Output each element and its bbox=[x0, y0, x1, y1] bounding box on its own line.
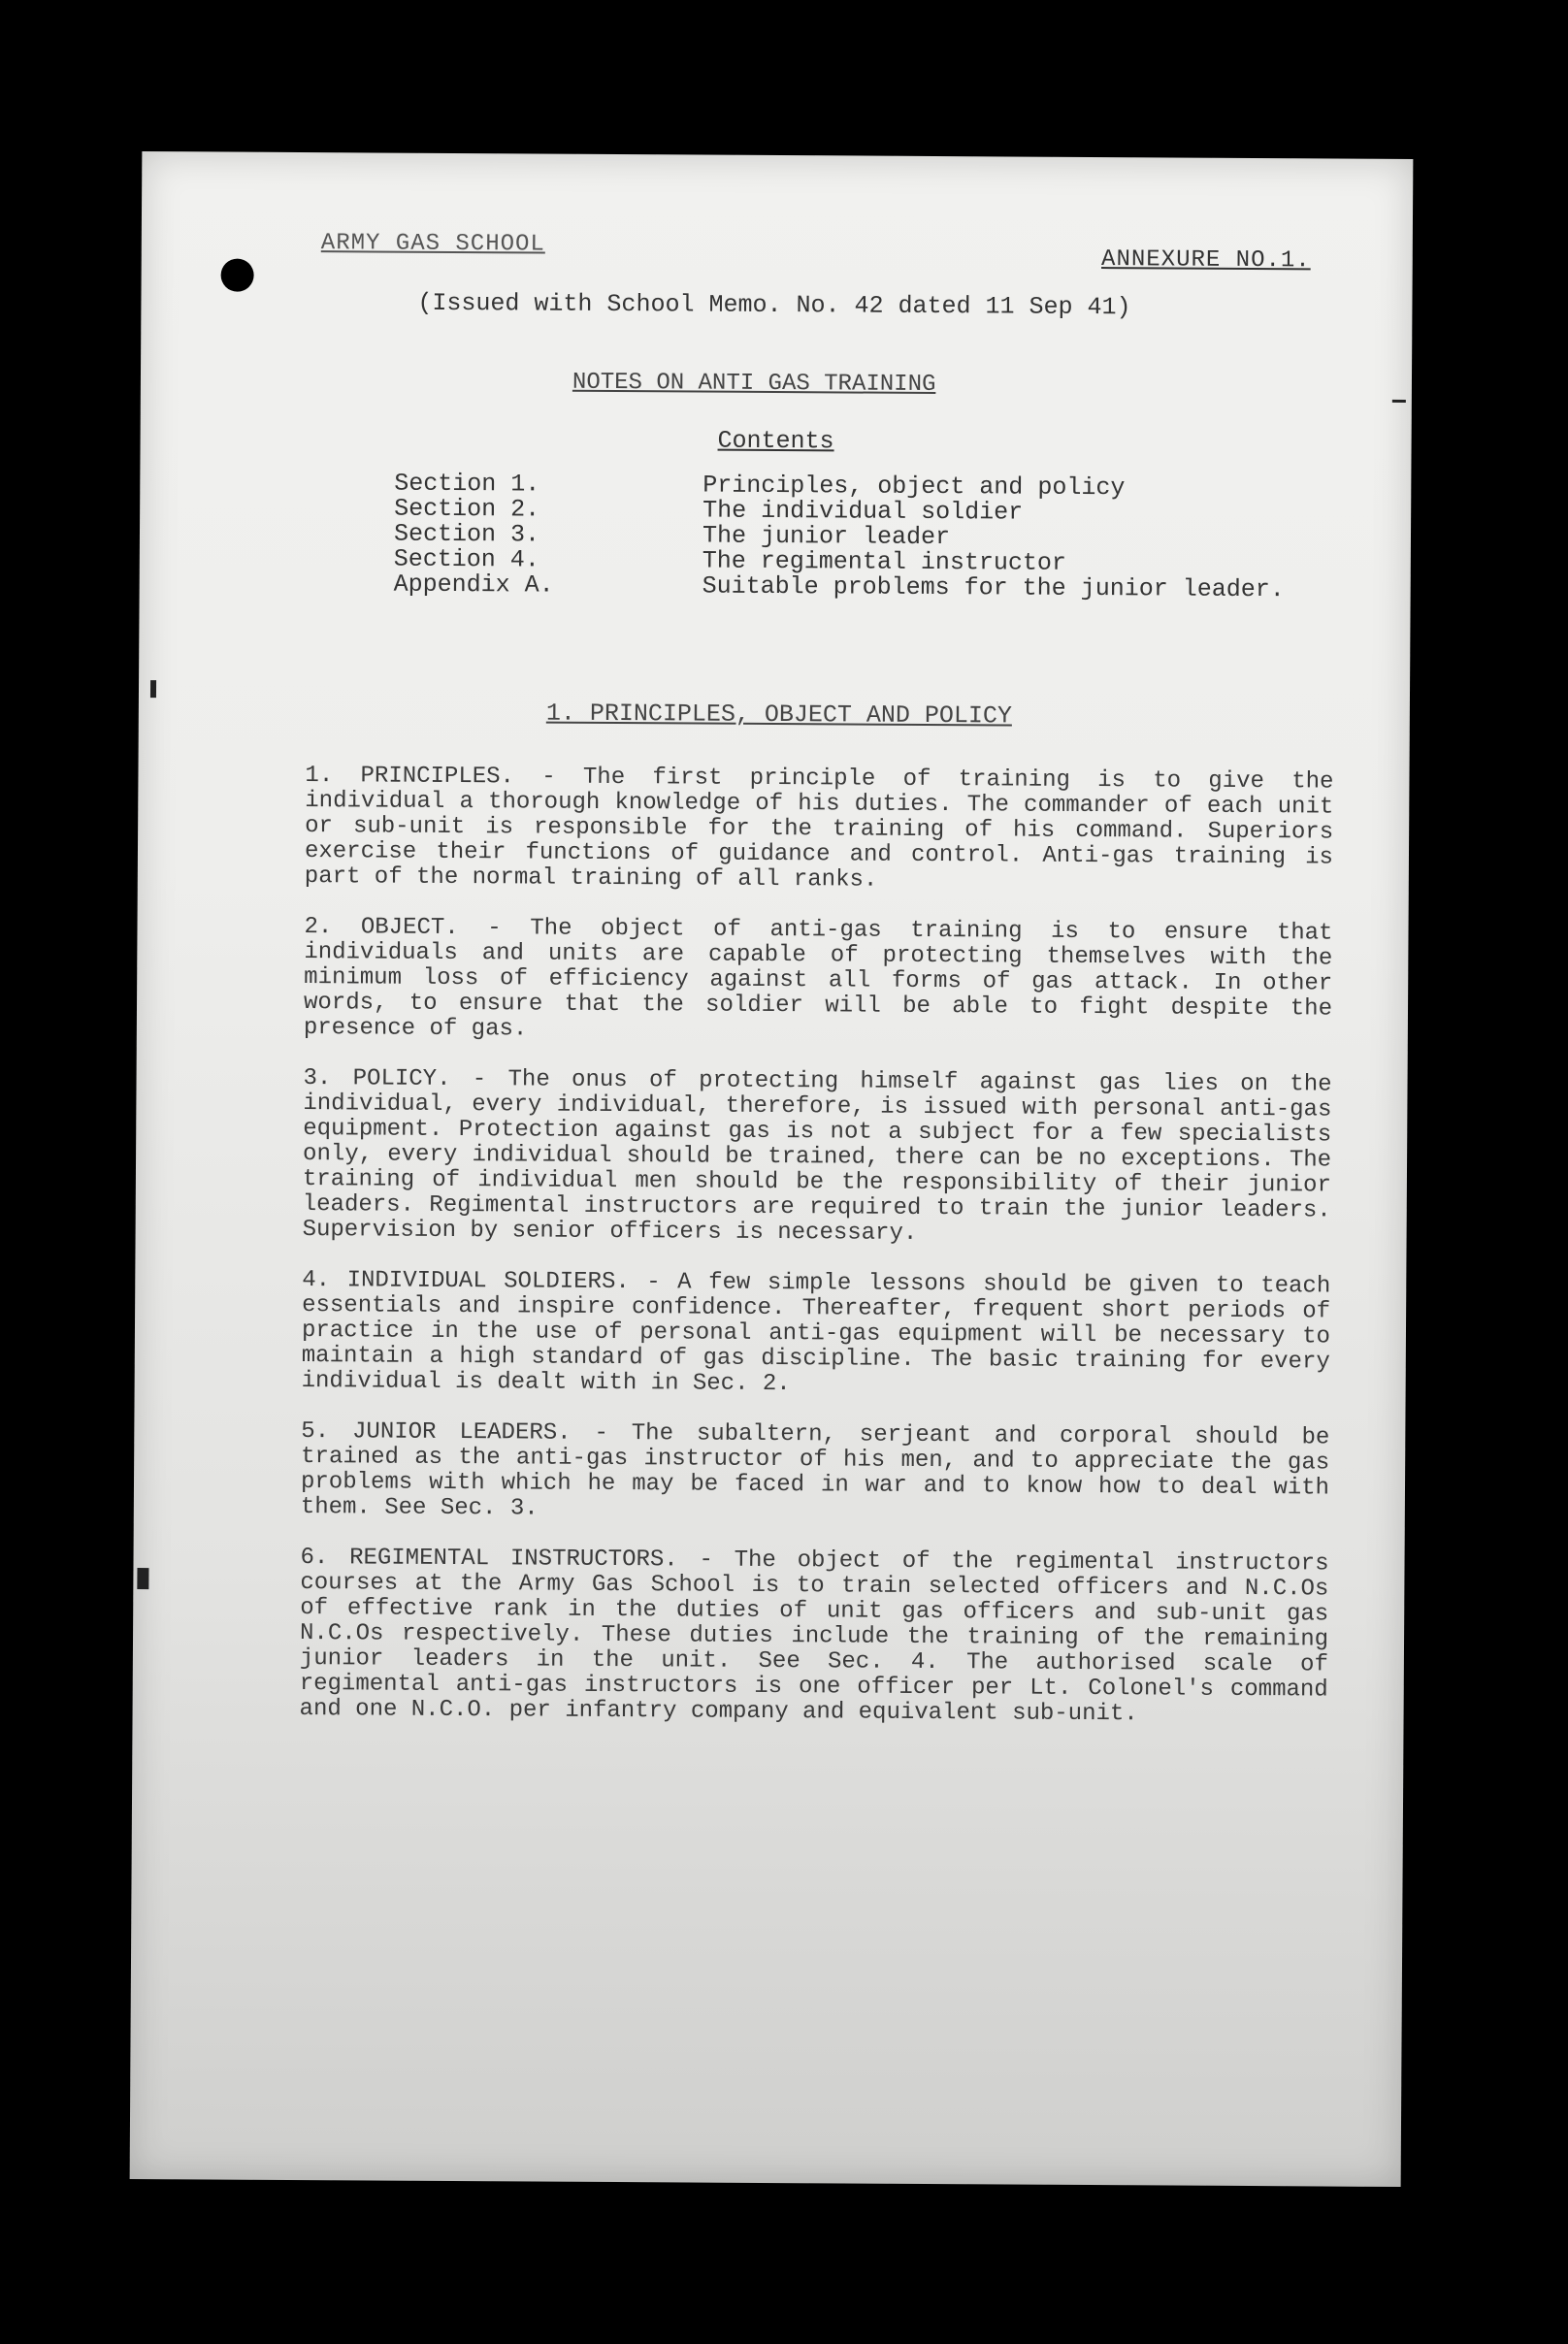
document-page bbox=[130, 151, 1414, 2187]
paragraph-junior-leaders: 5. JUNIOR LEADERS. - The subaltern, serjeant and corporal should be trained as the anti-gas instructor of his men, and to appreciate the gas problems with which he may be faced in war and to know how to deal with them. See Sec. 3. bbox=[300, 1418, 1330, 1522]
paragraph-policy: 3. POLICY. - The onus of protecting himself against gas lies on the individual, every individual, therefore, is issued with personal anti-gas equipment. Protection against gas is not a subject for a few specialists only, every individual should be trained, there can be no exceptions. The training of individual men should be the responsibility of their junior leaders. Regimental instructors are required to train the junior leaders. Supervision by senior officers is necessary. bbox=[302, 1065, 1332, 1247]
school-name: ARMY GAS SCHOOL bbox=[320, 230, 545, 258]
toc-row bbox=[394, 572, 1285, 603]
toc-label: Section 4. bbox=[393, 544, 539, 574]
section-heading: 1. PRINCIPLES, OBJECT AND POLICY bbox=[545, 699, 1013, 731]
section-body bbox=[299, 764, 1333, 1753]
toc-label: Appendix A. bbox=[393, 570, 554, 600]
annexure-number: ANNEXURE NO.1. bbox=[1101, 246, 1311, 275]
toc-label: Section 3. bbox=[393, 519, 540, 549]
margin-mark bbox=[150, 680, 156, 698]
paragraph-object: 2. OBJECT. - The object of anti-gas training is to ensure that individuals and units are capable of protecting themselves with the minimum loss of efficiency against all forms of gas attack. In other words, to ensure that the soldier will be able to fight despite the presence of gas. bbox=[303, 914, 1333, 1043]
document-title: NOTES ON ANTI GAS TRAINING bbox=[572, 369, 936, 399]
toc-label: Section 1. bbox=[394, 469, 540, 499]
toc-text: Suitable problems for the junior leader. bbox=[702, 571, 1285, 604]
margin-mark bbox=[1392, 400, 1406, 403]
toc-text: Principles, object and policy bbox=[702, 471, 1126, 503]
margin-mark bbox=[137, 1568, 148, 1589]
toc-text: The junior leader bbox=[702, 521, 951, 552]
issued-note: (Issued with School Memo. No. 42 dated 11 Sep 41) bbox=[417, 288, 1131, 322]
paragraph-regimental-instructors: 6. REGIMENTAL INSTRUCTORS. - The object of the regimental instructors courses at the Army Gas School is to train selected officers and N.C.Os of effective rank in the duties of unit gas officers and sub-unit gas N.C.Os respectively. These duties include the training of the remaining junior leaders in the unit. See Sec. 4. The authorised scale of regimental anti-gas instructors is one officer per Lt. Colonel's command and one N.C.O. per infantry company and equivalent sub-unit. bbox=[299, 1545, 1329, 1728]
toc-label: Section 2. bbox=[394, 494, 540, 524]
paragraph-individual-soldiers: 4. INDIVIDUAL SOLDIERS. - A few simple lessons should be given to teach essentials and inspire confidence. Thereafter, frequent short periods of practice in the use of personal anti-gas equipment will be necessary to maintain a high standard of gas discipline. The basic training for every individual is dealt with in Sec. 2. bbox=[301, 1267, 1331, 1398]
paragraph-principles: 1. PRINCIPLES. - The first principle of training is to give the individual a thorough knowledge of his duties. The commander of each unit or sub-unit is responsible for the training of his command. Superiors exercise their functions of guidance and control. Anti-gas training is part of the normal training of all ranks. bbox=[304, 763, 1334, 894]
contents-heading: Contents bbox=[717, 426, 834, 456]
toc-text: The individual soldier bbox=[702, 496, 1024, 527]
toc-text: The regimental instructor bbox=[702, 546, 1066, 577]
punch-hole bbox=[221, 259, 254, 292]
table-of-contents bbox=[393, 469, 1286, 604]
